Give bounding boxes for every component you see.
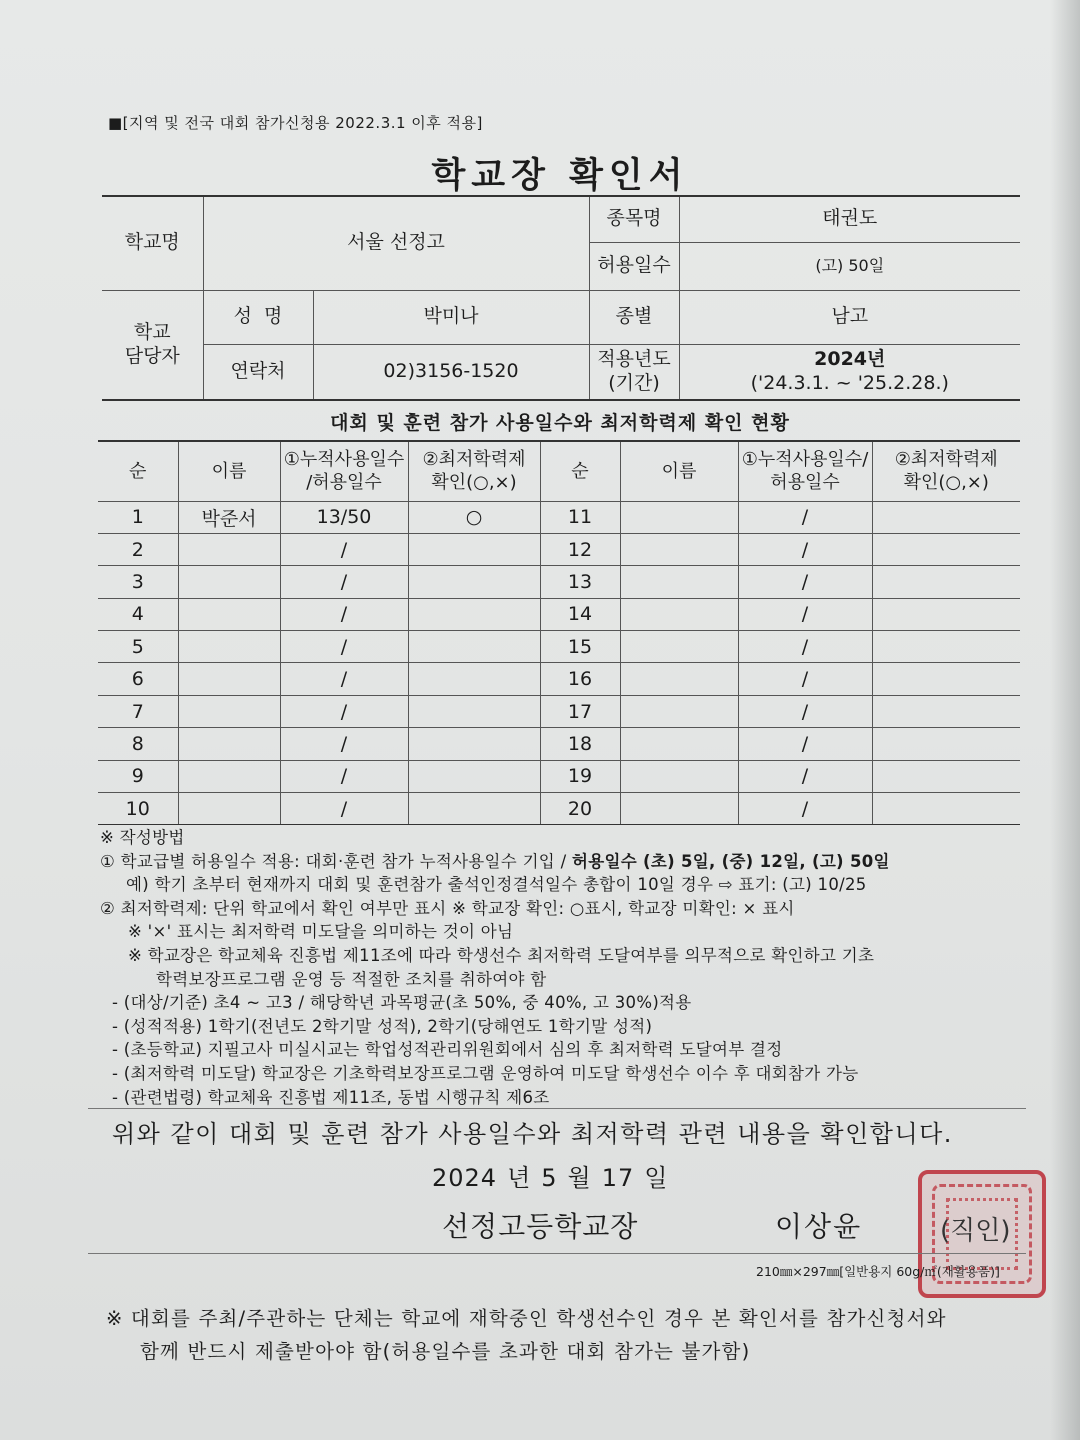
cell-no2: 18: [540, 728, 620, 760]
cell-check2: [872, 631, 1020, 663]
cell-name2: [620, 598, 738, 630]
note-1b: 허용일수 (초) 5일, (중) 12일, (고) 50일: [572, 851, 890, 871]
cell-no2: 13: [540, 566, 620, 598]
table-row: [98, 501, 1020, 533]
cell-name: 박준서: [178, 501, 280, 533]
cell-check: [408, 566, 540, 598]
info-table: [102, 195, 1020, 401]
cell-name2: [620, 533, 738, 565]
cell-check: [408, 663, 540, 695]
seal-label: (직인): [940, 1216, 1011, 1246]
period-year: 2024년: [814, 348, 886, 370]
date-month-unit: 월: [567, 1164, 592, 1192]
table-row: [98, 533, 1020, 565]
date-year-unit: 년: [507, 1164, 532, 1192]
cell-no2: 15: [540, 631, 620, 663]
cell-check2: [872, 598, 1020, 630]
cell-name: [178, 631, 280, 663]
school-label: 학교명: [102, 196, 203, 290]
document-title: 학교장 확인서: [431, 156, 689, 196]
table-row: [98, 728, 1020, 760]
header-no: 순: [98, 441, 178, 501]
cell-no2: 12: [540, 533, 620, 565]
issue-date: [432, 1158, 678, 1193]
cell-days2: /: [738, 760, 872, 792]
cell-no: 6: [98, 663, 178, 695]
form-usage-tag: ■[지역 및 전국 대회 참가신청용 2022.3.1 이후 적용]: [108, 114, 483, 132]
cell-no: 1: [98, 501, 178, 533]
divider-top: [88, 1108, 1026, 1109]
cell-days2: /: [738, 663, 872, 695]
category-label: 종별: [589, 290, 679, 344]
table-row: [98, 631, 1020, 663]
cell-days: /: [280, 566, 408, 598]
note-1a: ① 학교급별 허용일수 적용: 대회·훈련 참가 누적사용일수 기입 /: [100, 851, 572, 871]
cell-name2: [620, 760, 738, 792]
status-table-header: [98, 441, 1020, 501]
cell-days: /: [280, 631, 408, 663]
cell-days: /: [280, 663, 408, 695]
cell-days2: /: [738, 598, 872, 630]
header-name: 이름: [178, 441, 280, 501]
cell-no: 4: [98, 598, 178, 630]
note-4-cont: 학력보장프로그램 운영 등 적절한 조치를 취하여야 함: [156, 969, 547, 989]
cell-name: [178, 663, 280, 695]
cell-name: [178, 760, 280, 792]
header-check: ②최저학력제 확인(○,×): [408, 441, 540, 501]
note-detail-2: - (성적적용) 1학기(전년도 2학기말 성적), 2학기(당해연도 1학기말 성적): [112, 1016, 653, 1036]
manager-label: 학교 담당자: [102, 290, 203, 400]
section-title: 대회 및 훈련 참가 사용일수와 최저학력제 확인 현황: [330, 412, 790, 434]
school-principal-title: 선정고등학교장: [442, 1210, 639, 1243]
cell-name2: [620, 566, 738, 598]
cell-check: [408, 728, 540, 760]
principal-name: 이상윤: [775, 1210, 863, 1243]
note-detail-1: - (대상/기준) 초4 ~ 고3 / 해당학년 과목평균(초 50%, 중 40%, 고 30%)적용: [112, 993, 692, 1013]
cell-days2: /: [738, 793, 872, 825]
cell-check2: [872, 793, 1020, 825]
status-table: [98, 440, 1020, 825]
period-label: 적용년도 (기간): [589, 344, 679, 400]
sport-label: 종목명: [589, 196, 679, 242]
paper-size-note: 210㎜×297㎜[일반용지 60g/㎡(재활용품)]: [756, 1264, 1000, 1279]
table-row: [98, 566, 1020, 598]
cell-no: 9: [98, 760, 178, 792]
cell-no2: 20: [540, 793, 620, 825]
period-value: [679, 344, 1020, 400]
note-detail-3: - (초등학교) 지필고사 미실시교는 학업성적관리위원회에서 심의 후 최저학력 도달여부 결정: [112, 1040, 783, 1060]
table-row: [98, 598, 1020, 630]
cell-name: [178, 728, 280, 760]
footer-line-1: ※ 대회를 주최/주관하는 단체는 학교에 재학중인 학생선수인 경우 본 확인서를 참가신청서와: [106, 1307, 947, 1330]
cell-days2: /: [738, 728, 872, 760]
cell-check: [408, 598, 540, 630]
cell-no2: 14: [540, 598, 620, 630]
contact-label: 연락처: [203, 344, 313, 400]
cell-name: [178, 695, 280, 727]
footer-line-2: 함께 반드시 제출받아야 함(허용일수를 초과한 대회 참가는 불가함): [140, 1340, 751, 1363]
category-value: 남고: [679, 290, 1020, 344]
cell-no: 3: [98, 566, 178, 598]
cell-check2: [872, 728, 1020, 760]
note-4: ※ 학교장은 학교체육 진흥법 제11조에 따라 학생선수 최저학력 도달여부를 의무적으로 확인하고 기초: [128, 945, 875, 965]
period-range: ('24.3.1. ~ '25.2.28.): [750, 371, 949, 394]
writing-instructions: [100, 826, 1030, 1109]
manager-name-value: 박미나: [313, 290, 589, 344]
cell-days2: /: [738, 501, 872, 533]
cell-name: [178, 566, 280, 598]
cell-no: 5: [98, 631, 178, 663]
cell-name2: [620, 663, 738, 695]
cell-check2: [872, 533, 1020, 565]
cell-no: 10: [98, 793, 178, 825]
school-value: 서울 선정고: [203, 196, 589, 290]
notes-heading: ※ 작성방법: [100, 828, 185, 847]
cell-name2: [620, 728, 738, 760]
divider-bottom: [88, 1253, 1026, 1254]
allowed-days-value: (고) 50일: [679, 242, 1020, 290]
cell-no2: 16: [540, 663, 620, 695]
cell-check2: [872, 566, 1020, 598]
table-row: [98, 793, 1020, 825]
table-row: [98, 695, 1020, 727]
cell-days: /: [280, 598, 408, 630]
note-1-example: 예) 학기 초부터 현재까지 대회 및 훈련참가 출석인정결석일수 총합이 10일 경우 ⇨ 표기: (고) 10/25: [126, 875, 867, 895]
cell-no2: 19: [540, 760, 620, 792]
note-2: ② 최저학력제: 단위 학교에서 확인 여부만 표시 ※ 학교장 확인: ○표시, 학교장 미확인: × 표시: [100, 898, 795, 918]
cell-name2: [620, 631, 738, 663]
cell-no: 2: [98, 533, 178, 565]
footer-notice: [106, 1302, 947, 1368]
header-name-2: 이름: [620, 441, 738, 501]
header-check-2: ②최저학력제 확인(○,×): [872, 441, 1020, 501]
cell-check2: [872, 760, 1020, 792]
note-3: ※ '×' 표시는 최저학력 미도달을 의미하는 것이 아님: [128, 922, 514, 942]
page-edge-shadow: [1050, 0, 1080, 1440]
cell-days2: /: [738, 533, 872, 565]
header-no-2: 순: [540, 441, 620, 501]
note-detail-5: - (관련법령) 학교체육 진흥법 제11조, 동법 시행규칙 제6조: [112, 1087, 550, 1107]
cell-check2: [872, 501, 1020, 533]
cell-check: [408, 631, 540, 663]
cell-name: [178, 598, 280, 630]
cell-no: 8: [98, 728, 178, 760]
table-row: [98, 663, 1020, 695]
date-day: 17: [601, 1164, 635, 1192]
date-day-unit: 일: [644, 1164, 669, 1192]
table-row: [98, 760, 1020, 792]
allowed-days-label: 허용일수: [589, 242, 679, 290]
manager-name-label: 성 명: [203, 290, 313, 344]
cell-name: [178, 793, 280, 825]
sport-value: 태권도: [679, 196, 1020, 242]
contact-value: 02)3156-1520: [313, 344, 589, 400]
cell-name: [178, 533, 280, 565]
cell-check: [408, 760, 540, 792]
cell-no2: 17: [540, 695, 620, 727]
date-year: 2024: [432, 1164, 498, 1192]
cell-check: ○: [408, 501, 540, 533]
cell-days: /: [280, 793, 408, 825]
cell-name2: [620, 695, 738, 727]
confirmation-statement: 위와 같이 대회 및 훈련 참가 사용일수와 최저학력 관련 내용을 확인합니다.: [112, 1120, 953, 1148]
cell-no2: 11: [540, 501, 620, 533]
date-month: 5: [541, 1164, 558, 1192]
cell-days2: /: [738, 631, 872, 663]
cell-no: 7: [98, 695, 178, 727]
cell-check2: [872, 695, 1020, 727]
cell-days: /: [280, 533, 408, 565]
cell-check2: [872, 663, 1020, 695]
header-days: ①누적사용일수 /허용일수: [280, 441, 408, 501]
header-days-2: ①누적사용일수/ 허용일수: [738, 441, 872, 501]
cell-days2: /: [738, 566, 872, 598]
cell-check: [408, 533, 540, 565]
note-detail-4: - (최저학력 미도달) 학교장은 기초학력보장프로그램 운영하여 미도달 학생선수 이수 후 대회참가 가능: [112, 1063, 859, 1083]
cell-days: /: [280, 695, 408, 727]
cell-days: /: [280, 760, 408, 792]
cell-check: [408, 793, 540, 825]
cell-days2: /: [738, 695, 872, 727]
cell-days: /: [280, 728, 408, 760]
cell-name2: [620, 501, 738, 533]
cell-check: [408, 695, 540, 727]
cell-name2: [620, 793, 738, 825]
cell-days: 13/50: [280, 501, 408, 533]
